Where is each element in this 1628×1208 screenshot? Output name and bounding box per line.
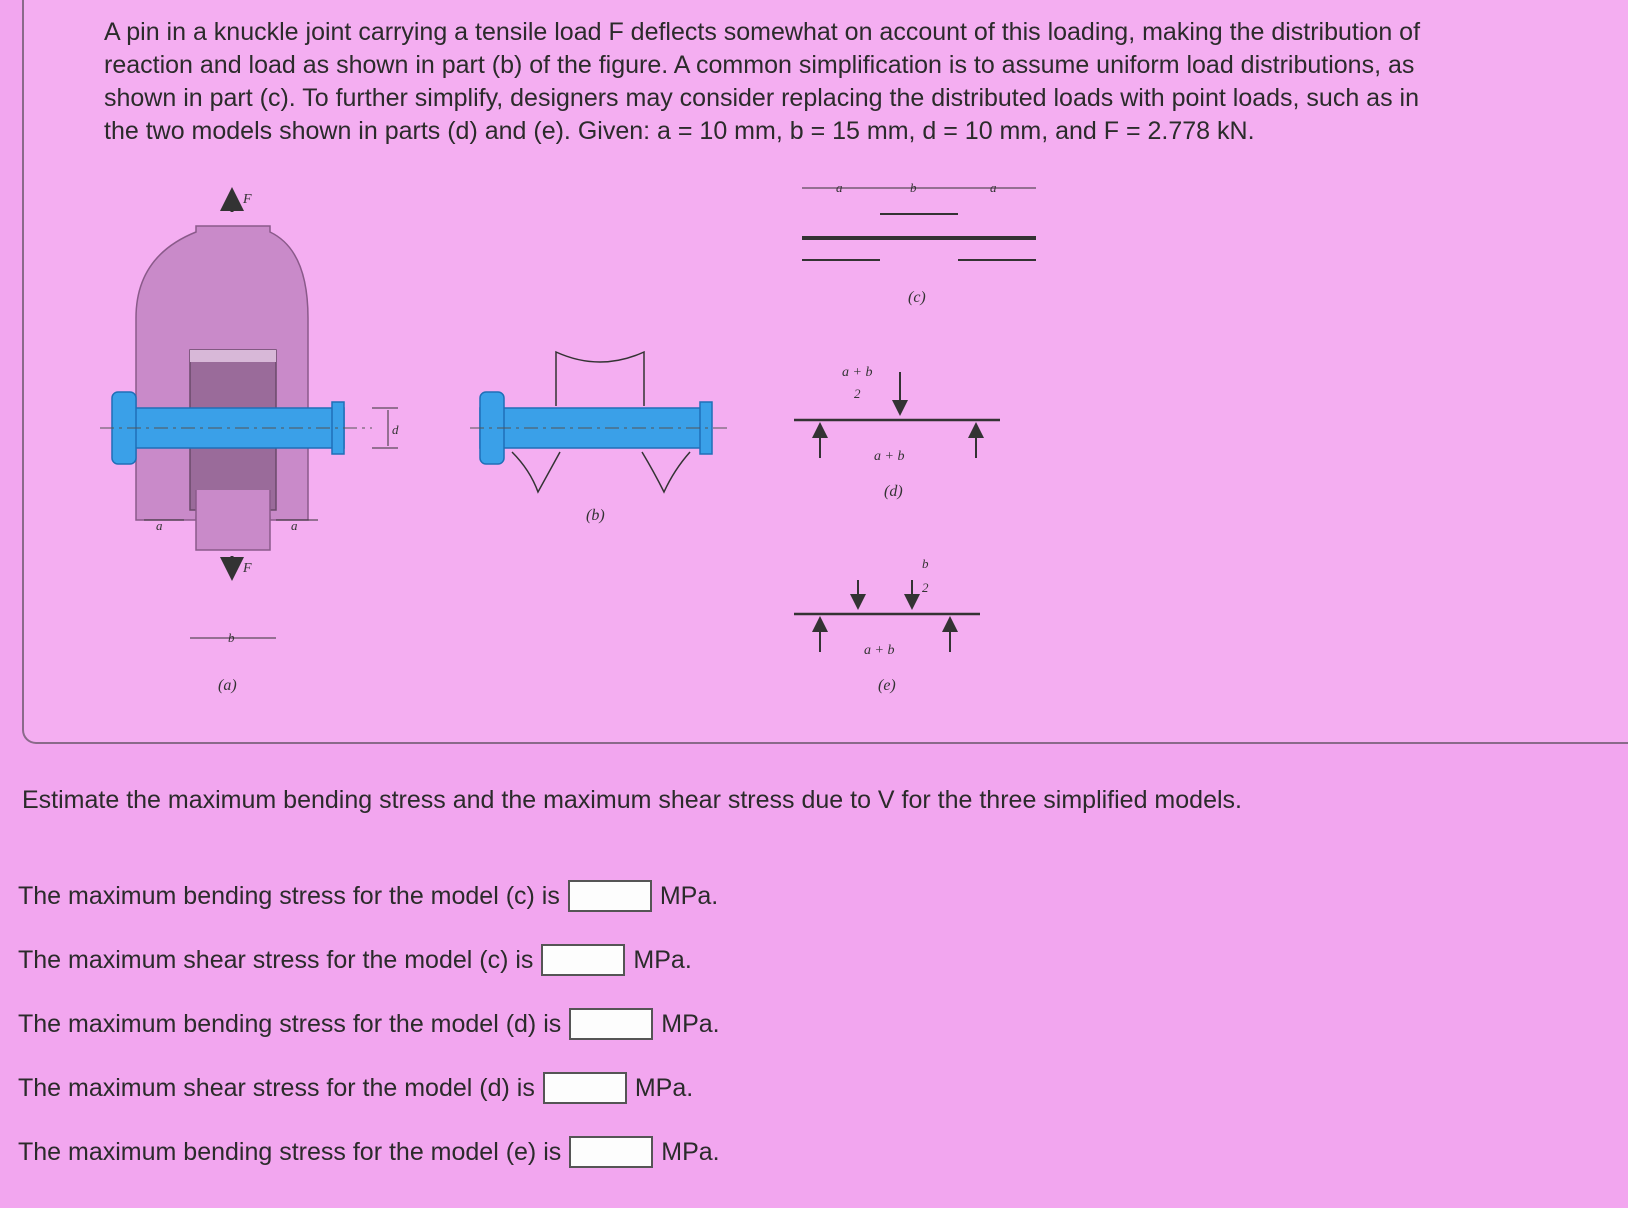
intro-line-4: the two models shown in parts (d) and (e). Given: a = 10 mm, b = 15 mm, d = 10 mm, and F = 2.778 kN. <box>104 117 1255 145</box>
intro-line-2: reaction and load as shown in part (b) of the figure. A common simplification is to assume uniform load distributions, as <box>104 51 1415 79</box>
dim-b-label: b <box>228 630 235 645</box>
caption-a: (a) <box>218 677 237 694</box>
answer-unit: MPa. <box>661 1137 720 1166</box>
figure-d <box>794 365 1000 500</box>
load-distribution-top <box>556 352 644 406</box>
dim-e-two: 2 <box>922 580 929 595</box>
reaction-right <box>642 452 690 492</box>
answer-unit: MPa. <box>661 1009 720 1038</box>
caption-b: (b) <box>586 507 605 524</box>
figure-e <box>794 556 980 694</box>
answer-input-bending-c[interactable] <box>568 880 652 912</box>
dim-a-right-label: a <box>291 518 298 533</box>
force-label-top: F <box>243 192 252 207</box>
dim-d-ab: a + b <box>842 365 873 380</box>
answer-label: The maximum bending stress for the model (c) is <box>18 881 560 910</box>
dim-c-a2: a <box>990 180 997 195</box>
answer-label: The maximum bending stress for the model (e) is <box>18 1137 562 1166</box>
answer-unit: MPa. <box>634 1073 694 1102</box>
answer-input-bending-d[interactable] <box>569 1008 653 1040</box>
caption-c: (c) <box>908 289 926 306</box>
figure-b <box>470 352 730 524</box>
intro-line-1: A pin in a knuckle joint carrying a tensile load F deflects somewhat on account of this loading, making the distribution of <box>104 18 1421 46</box>
dim-c-a1: a <box>836 180 843 195</box>
answer-row-shear-d <box>18 1072 693 1104</box>
answer-input-shear-d[interactable] <box>543 1072 627 1104</box>
dim-c-b: b <box>910 180 917 195</box>
knuckle-rod <box>196 490 270 550</box>
dim-d-two: 2 <box>854 386 861 401</box>
knuckle-eye-top <box>190 350 276 362</box>
dim-a-left-label: a <box>156 518 163 533</box>
question-text: Estimate the maximum bending stress and the maximum shear stress due to V for the three simplified models. <box>22 786 1242 814</box>
force-label-bottom: F <box>243 561 252 576</box>
answer-unit: MPa. <box>633 945 692 974</box>
answer-input-bending-e[interactable] <box>569 1136 653 1168</box>
answer-row-bending-d <box>18 1008 720 1040</box>
answer-unit: MPa. <box>659 881 719 910</box>
answer-row-shear-c <box>18 944 692 976</box>
reaction-left <box>512 452 560 492</box>
answer-row-bending-e <box>18 1136 720 1168</box>
dim-d-span: a + b <box>874 449 905 464</box>
answer-label: The maximum bending stress for the model (d) is <box>18 1009 562 1038</box>
pin-b-shaft <box>480 408 710 448</box>
answer-label: The maximum shear stress for the model (d) is <box>18 1073 535 1102</box>
answer-label: The maximum shear stress for the model (c) is <box>18 945 534 974</box>
figure-c <box>802 180 1036 306</box>
intro-line-3: shown in part (c). To further simplify, designers may consider replacing the distributed loads with point loads, such as in <box>104 84 1419 112</box>
caption-e: (e) <box>878 677 896 694</box>
figure-a <box>100 190 399 694</box>
answer-input-shear-c[interactable] <box>541 944 625 976</box>
dim-e-b: b <box>922 556 929 571</box>
dim-d-label: d <box>392 422 399 437</box>
beam-c <box>802 236 1036 240</box>
dim-e-span: a + b <box>864 643 895 658</box>
caption-d: (d) <box>884 483 903 500</box>
answer-row-bending-c <box>18 880 718 912</box>
